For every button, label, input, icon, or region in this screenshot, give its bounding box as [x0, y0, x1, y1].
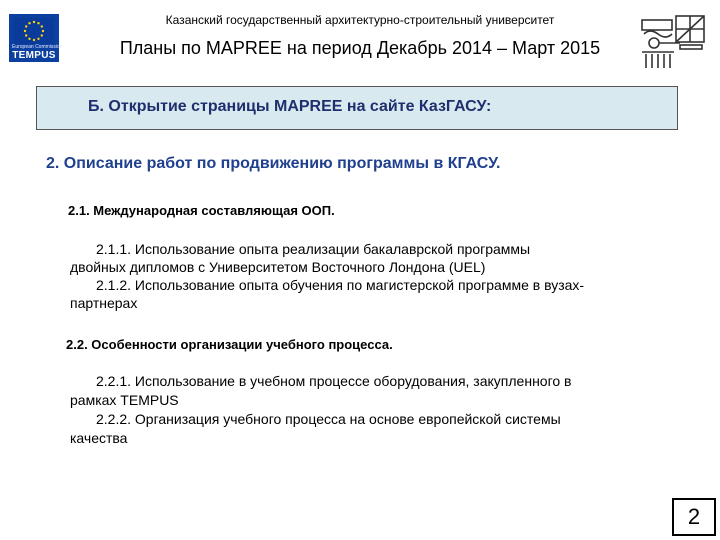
eu-star [25, 34, 27, 36]
main-heading: 2. Описание работ по продвижению программы в КГАСУ. [46, 155, 501, 172]
eu-star [37, 38, 39, 40]
list-item: качества [70, 430, 128, 446]
list-item: 2.1.2. Использование опыта обучения по магистерской программе в вузах- [96, 277, 585, 293]
list-item: рамках TEMPUS [70, 392, 179, 408]
eu-star [24, 30, 26, 32]
eu-star [41, 25, 43, 27]
tempus-wordmark: TEMPUS [12, 50, 56, 61]
eu-star [42, 30, 44, 32]
section-title: Открытие страницы MAPREE на сайте КазГАСУ: [108, 98, 492, 115]
tempus-logo [9, 14, 63, 62]
eu-star [28, 22, 30, 24]
eu-star [33, 39, 35, 41]
eu-logo-caption: European Commission [12, 44, 63, 50]
list-item: двойных дипломов с Университетом Восточного Лондона (UEL) [70, 259, 486, 275]
eu-star [28, 38, 30, 40]
eu-star [33, 21, 35, 23]
eu-star [41, 34, 43, 36]
list-item: 2.2.1. Использование в учебном процессе оборудования, закупленного в [96, 373, 572, 389]
subsection-title: 2.2. Особенности организации учебного процесса. [66, 337, 393, 352]
list-item: партнерах [70, 295, 138, 311]
eu-star [25, 25, 27, 27]
university-name: Казанский государственный архитектурно-строительный университет [165, 13, 555, 27]
subsection-title: 2.1. Международная составляющая ООП. [68, 203, 335, 218]
eu-star [37, 22, 39, 24]
list-item: 2.1.1. Использование опыта реализации бакалаврской программы [96, 241, 531, 257]
page-number: 2 [672, 498, 716, 536]
section-banner-text [88, 98, 491, 116]
list-item: 2.2.2. Организация учебного процесса на основе европейской системы [96, 411, 561, 427]
eu-flag-icon [14, 18, 54, 44]
section-letter: Б. [88, 98, 104, 115]
slide-title: Планы по MAPREE на период Декабрь 2014 – Март 2015 [119, 38, 601, 58]
